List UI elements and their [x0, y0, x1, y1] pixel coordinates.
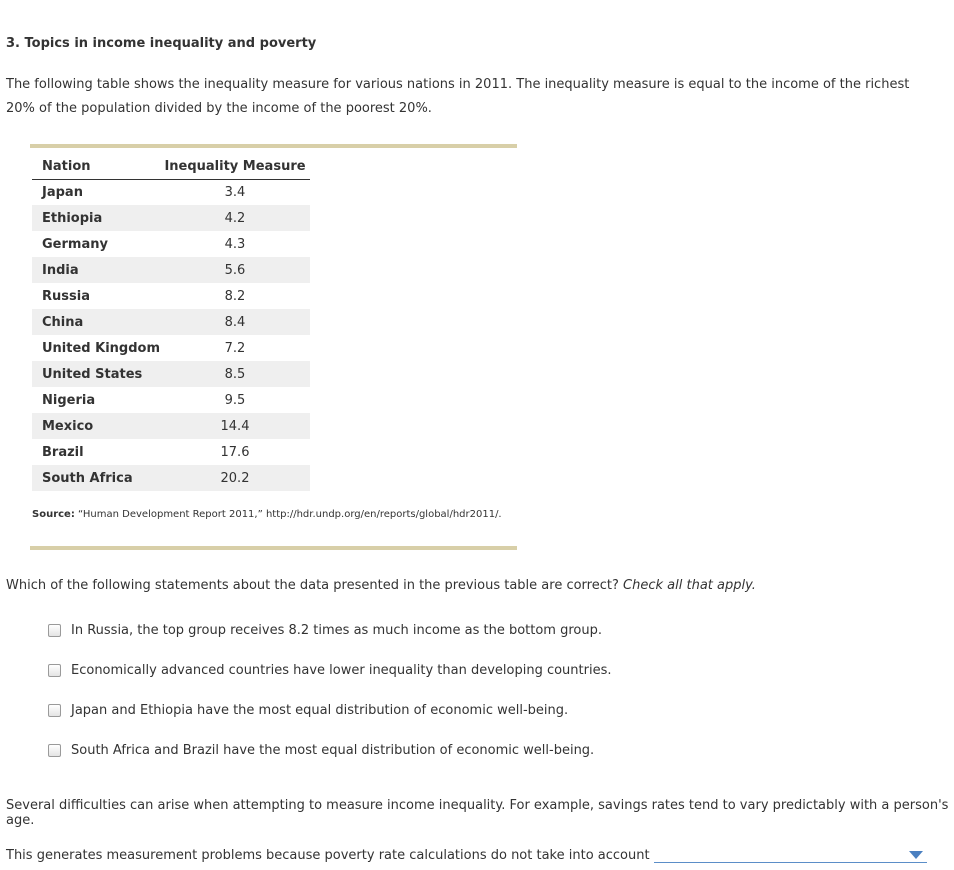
option-checkbox[interactable]: [48, 744, 61, 757]
nation-cell: Germany: [42, 236, 108, 252]
option-checkbox[interactable]: [48, 664, 61, 677]
chevron-down-icon[interactable]: [909, 851, 923, 859]
nation-cell: South Africa: [32, 465, 160, 491]
nation-cell: Ethiopia: [32, 205, 160, 231]
table-row: [32, 309, 310, 335]
option-label: Economically advanced countries have lower inequality than developing countries.: [71, 663, 612, 678]
inequality-table: [32, 154, 310, 491]
measure-cell: 4.3: [224, 236, 246, 252]
measure-cell: 3.4: [224, 184, 246, 200]
table-row: [32, 413, 310, 439]
table-row: [32, 361, 310, 387]
option-checkbox[interactable]: [48, 624, 61, 637]
difficulty-text: Several difficulties can arise when attempting to measure income inequality. For example, savings rates tend to vary predictably with a person's age.: [6, 798, 949, 828]
intro-text: The following table shows the inequality measure for various nations in 2011. The inequality measure is equal to the income of the richest 20% of the population divided by the income of the poorest 20%.: [6, 77, 910, 116]
question-text: [6, 578, 756, 593]
measure-cell: 17.6: [220, 444, 250, 460]
option-label: In Russia, the top group receives 8.2 times as much income as the bottom group.: [71, 623, 602, 638]
option-advanced-countries[interactable]: [48, 663, 612, 678]
nation-cell: Russia: [42, 288, 90, 304]
measure-cell: 4.2: [160, 205, 310, 231]
measure-cell: 7.2: [224, 340, 246, 356]
measure-cell: 20.2: [160, 465, 310, 491]
fill-in-sentence: [6, 846, 927, 863]
option-checkbox[interactable]: [48, 704, 61, 717]
source-label: Source:: [32, 509, 75, 520]
table-row: [32, 439, 310, 465]
option-south-africa-brazil[interactable]: [48, 743, 594, 758]
measure-cell: 14.4: [160, 413, 310, 439]
table-top-rule: [30, 144, 517, 148]
measure-cell: 8.4: [160, 309, 310, 335]
nation-cell: Japan: [42, 184, 83, 200]
table-row: [32, 179, 310, 205]
table-row: [32, 283, 310, 309]
table-row: [32, 465, 310, 491]
table-row: [32, 205, 310, 231]
measure-cell: 8.2: [224, 288, 246, 304]
source-text: “Human Development Report 2011,” http://hdr.undp.org/en/reports/global/hdr2011/.: [78, 509, 502, 520]
nation-cell: Brazil: [42, 444, 84, 460]
nation-cell: India: [32, 257, 160, 283]
option-label: Japan and Ethiopia have the most equal distribution of economic well-being.: [71, 703, 569, 718]
nation-cell: United States: [32, 361, 160, 387]
nation-cell: China: [32, 309, 160, 335]
question-heading: 3. Topics in income inequality and poverty: [6, 36, 317, 51]
source-note: [32, 509, 502, 520]
column-header-nation: Nation: [32, 154, 160, 179]
option-russia[interactable]: [48, 623, 602, 638]
table-bottom-rule: [30, 546, 517, 550]
nation-cell: United Kingdom: [42, 340, 161, 356]
question-hint: Check all that apply.: [623, 578, 756, 593]
measure-cell: 9.5: [224, 392, 246, 408]
question-prompt: Which of the following statements about the data presented in the previous table are correct?: [6, 578, 619, 593]
table-row: [32, 335, 310, 361]
table-row: [32, 257, 310, 283]
table-row: [32, 387, 310, 413]
nation-cell: Nigeria: [42, 392, 96, 408]
column-header-measure: Inequality Measure: [160, 154, 310, 179]
answer-dropdown[interactable]: [654, 846, 927, 863]
measure-cell: 5.6: [160, 257, 310, 283]
measure-cell: 8.5: [160, 361, 310, 387]
table-row: [32, 231, 310, 257]
nation-cell: Mexico: [32, 413, 160, 439]
option-japan-ethiopia[interactable]: [48, 703, 568, 718]
fill-prefix: This generates measurement problems because poverty rate calculations do not take into account: [6, 848, 650, 863]
option-label: South Africa and Brazil have the most equal distribution of economic well-being.: [71, 743, 595, 758]
